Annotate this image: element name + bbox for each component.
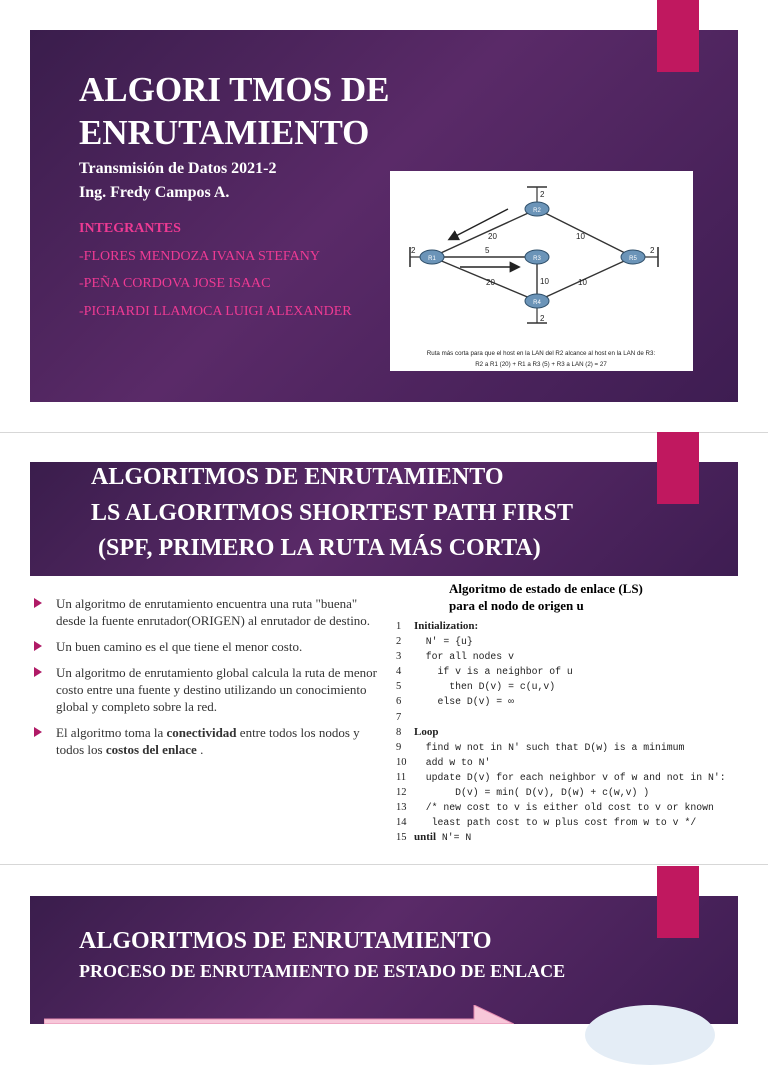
slide1-subtitle-line1: Transmisión de Datos 2021-2 bbox=[79, 160, 277, 177]
router-r4 bbox=[525, 294, 549, 308]
code-line-number: 11 bbox=[396, 771, 407, 783]
slide2-title-line3: (SPF, PRIMERO LA RUTA MÁS CORTA) bbox=[98, 535, 541, 561]
slide1-title-line1: ALGORI TMOS DE bbox=[79, 70, 390, 109]
code-text: if v is a neighbor of u bbox=[414, 666, 573, 678]
code-text: D(v) = min( D(v), D(w) + c(w,v) ) bbox=[414, 787, 650, 799]
svg-text:R4: R4 bbox=[533, 300, 541, 306]
slide-divider-2 bbox=[0, 864, 768, 865]
diagram-caption-line1: Ruta más corta para que el host en la LAN del R2 alcance al host en la LAN de R3: bbox=[426, 350, 656, 357]
bullet-2: Un buen camino es el que tiene el menor costo. bbox=[34, 638, 379, 655]
code-text: else D(v) = ∞ bbox=[414, 696, 514, 708]
bullet-3: Un algoritmo de enrutamiento global calcula la ruta de menor costo entre una fuente y destino utilizando un conocimiento global y completo sobre la red. bbox=[34, 664, 379, 715]
code-line-number: 4 bbox=[396, 666, 402, 678]
svg-text:R3: R3 bbox=[533, 256, 541, 262]
code-line-number: 3 bbox=[396, 651, 402, 663]
code-line-number: 5 bbox=[396, 681, 402, 693]
slide3-title-line2: PROCESO DE ENRUTAMIENTO DE ESTADO DE ENLACE bbox=[79, 961, 566, 981]
process-circle-shape bbox=[585, 1005, 715, 1065]
member-2: -PEÑA CORDOVA JOSE ISAAC bbox=[79, 276, 271, 291]
code-line bbox=[396, 830, 726, 845]
router-r1 bbox=[420, 250, 444, 264]
bullet-1: Un algoritmo de enrutamiento encuentra una ruta "buena" desde la fuente enrutador(ORIGEN) al enrutador de destino. bbox=[34, 595, 379, 629]
code-line bbox=[396, 664, 726, 679]
router-r3 bbox=[525, 250, 549, 264]
code-line-number: 15 bbox=[396, 832, 407, 844]
slide-divider-1 bbox=[0, 432, 768, 433]
network-diagram bbox=[390, 171, 693, 371]
code-text: least path cost to w plus cost from w to v */ bbox=[414, 817, 697, 829]
code-line-number: 7 bbox=[396, 711, 402, 723]
bold-conectividad: conectividad bbox=[166, 725, 237, 740]
code-keyword: Initialization: bbox=[414, 620, 479, 632]
code-line bbox=[396, 785, 726, 800]
process-arrow-shape bbox=[44, 1005, 514, 1024]
member-3: -PICHARDI LLAMOCA LUIGI ALEXANDER bbox=[79, 304, 352, 319]
slide3-title-line1: ALGORITMOS DE ENRUTAMIENTO bbox=[79, 928, 492, 954]
code-line-number: 14 bbox=[396, 817, 407, 829]
code-keyword: until bbox=[414, 831, 437, 844]
code-line bbox=[396, 815, 726, 830]
cost-r1-r3: 5 bbox=[485, 246, 490, 255]
slide1-subtitle-line2: Ing. Fredy Campos A. bbox=[79, 184, 230, 201]
code-line bbox=[396, 649, 726, 664]
network-diagram-svg bbox=[390, 171, 693, 371]
bullet-list bbox=[34, 595, 379, 767]
code-text: update D(v) for each neighbor v of w and not in N': bbox=[414, 771, 726, 783]
code-line bbox=[396, 800, 726, 815]
lan-cost-r5: 2 bbox=[650, 246, 655, 255]
code-line bbox=[396, 694, 726, 709]
code-line bbox=[396, 679, 726, 694]
bullet-4: El algoritmo toma la conectividad entre todos los nodos y todos los costos del enlace . bbox=[34, 724, 379, 758]
code-line bbox=[396, 725, 726, 740]
link-r2-r5 bbox=[537, 209, 633, 257]
pseudocode-block bbox=[396, 619, 726, 845]
path-arrow-r2-r1 bbox=[450, 209, 508, 239]
svg-text:R5: R5 bbox=[629, 256, 637, 262]
cost-r1-r2: 20 bbox=[488, 232, 497, 241]
link-r1-r4 bbox=[432, 257, 537, 301]
code-text: for all nodes v bbox=[414, 651, 514, 663]
code-text: /* new cost to v is either old cost to v or known bbox=[414, 802, 714, 814]
router-r5 bbox=[621, 250, 645, 264]
slide1-ribbon bbox=[657, 0, 699, 72]
cost-r3-r4: 10 bbox=[540, 277, 549, 286]
code-line bbox=[396, 634, 726, 649]
code-keyword: Loop bbox=[414, 725, 439, 738]
code-line-number: 13 bbox=[396, 802, 407, 814]
diagram-caption-line2: R2 a R1 (20) + R1 a R3 (5) + R3 a LAN (2) = 27 bbox=[475, 361, 607, 368]
cost-r1-r4: 20 bbox=[486, 278, 495, 287]
code-line bbox=[396, 619, 726, 634]
code-line-number: 10 bbox=[396, 756, 407, 768]
code-text: then D(v) = c(u,v) bbox=[414, 681, 556, 693]
slide2-title-line2: LS ALGORITMOS SHORTEST PATH FIRST bbox=[91, 500, 573, 526]
slide3-ribbon bbox=[657, 866, 699, 938]
code-line-number: 9 bbox=[396, 741, 402, 753]
svg-text:R1: R1 bbox=[428, 256, 436, 262]
code-line-number: 2 bbox=[396, 636, 402, 648]
cost-r2-r5: 10 bbox=[576, 232, 585, 241]
slide1-title-line2: ENRUTAMIENTO bbox=[79, 113, 370, 152]
code-line-number: 8 bbox=[396, 726, 402, 738]
code-text: N'= N bbox=[436, 832, 472, 844]
slide2-ribbon bbox=[657, 432, 699, 504]
code-text: add w to N' bbox=[414, 756, 491, 768]
router-r2 bbox=[525, 202, 549, 216]
code-line-number: 1 bbox=[396, 621, 402, 632]
code-text: find w not in N' such that D(w) is a minimum bbox=[414, 741, 685, 753]
lan-cost-r2: 2 bbox=[540, 190, 545, 199]
member-1: -FLORES MENDOZA IVANA STEFANY bbox=[79, 249, 321, 264]
lan-cost-r1: 2 bbox=[411, 246, 416, 255]
slide2-title-line1: ALGORITMOS DE ENRUTAMIENTO bbox=[91, 464, 504, 490]
members-heading: INTEGRANTES bbox=[79, 221, 181, 236]
cost-r4-r5: 10 bbox=[578, 278, 587, 287]
code-line-number: 6 bbox=[396, 696, 402, 708]
code-title: Algoritmo de estado de enlace (LS) para el nodo de origen u bbox=[449, 581, 643, 613]
lan-cost-r4: 2 bbox=[540, 314, 545, 323]
code-line bbox=[396, 770, 726, 785]
code-line bbox=[396, 740, 726, 755]
bold-costos: costos del enlace bbox=[105, 742, 197, 757]
code-text: N' = {u} bbox=[414, 636, 473, 648]
code-line-number: 12 bbox=[396, 787, 407, 799]
svg-text:R2: R2 bbox=[533, 208, 541, 214]
code-line bbox=[396, 755, 726, 770]
code-line bbox=[396, 710, 726, 725]
